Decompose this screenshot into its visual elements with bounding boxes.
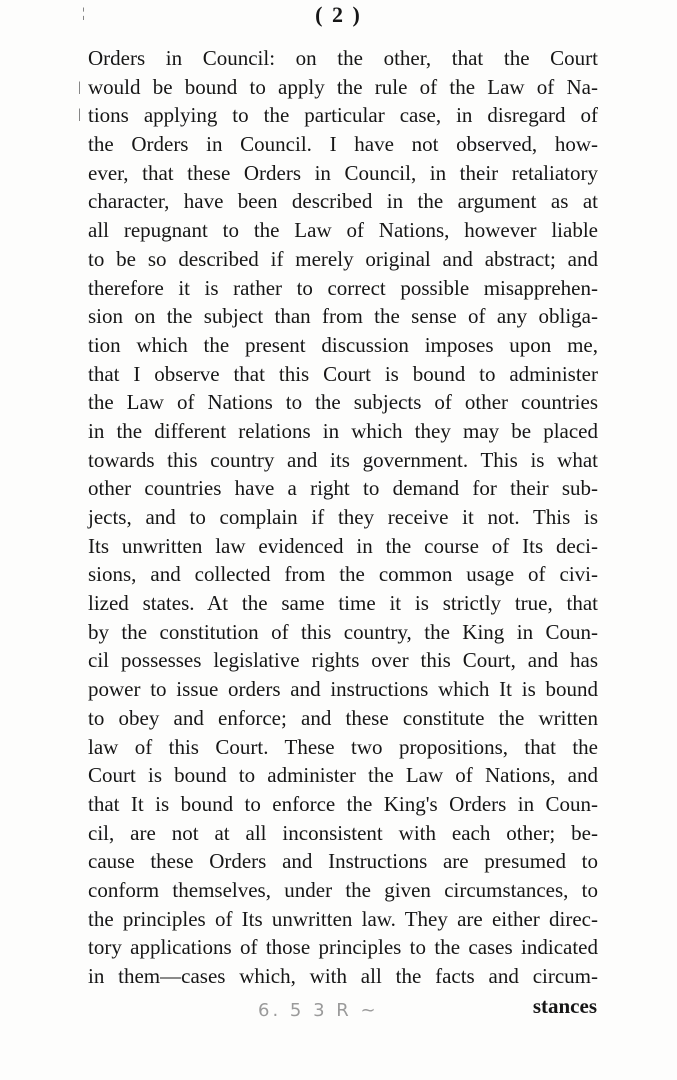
text-line: Orders in Council: on the other, that the Court <box>88 46 598 70</box>
text-line: to be so described if merely original and abstract; and <box>88 246 598 271</box>
text-line: to obey and enforce; and these constitute the written <box>88 705 598 730</box>
text-line: all repugnant to the Law of Nations, however liable <box>88 218 598 243</box>
text-line: cil, are not at all inconsistent with each other; be- <box>88 820 598 845</box>
text-line: cause these Orders and Instructions are presumed to <box>88 849 598 874</box>
text-line: in the different relations in which they may be placed <box>88 418 598 443</box>
text-line: other countries have a right to demand for their sub- <box>88 476 598 501</box>
text-line: the Orders in Council. I have not observed, how- <box>88 132 598 157</box>
text-line: conform themselves, under the given circumstances, to <box>88 877 598 902</box>
bleed-through-marks: 6. 5 3 R ~ <box>258 1000 379 1021</box>
text-line: jects, and to complain if they receive it not. This is <box>88 505 598 529</box>
text-line: the Law of Nations to the subjects of other countries <box>88 390 598 415</box>
text-line: sion on the subject than from the sense of any obliga- <box>88 304 598 329</box>
text-line: sions, and collected from the common usage of civi- <box>88 562 598 587</box>
text-line: lized states. At the same time it is strictly true, that <box>88 591 598 616</box>
text-line: law of this Court. These two propositions, that the <box>88 734 598 759</box>
catchword: stances <box>532 994 597 1018</box>
margin-mark: | <box>78 107 81 122</box>
page-number: ( 2 ) <box>315 2 362 27</box>
margin-mark: ¦ <box>82 6 85 21</box>
text-line: that I observe that this Court is bound to administer <box>88 361 598 386</box>
text-line: in them—cases which, with all the facts and circum- <box>88 964 598 988</box>
text-line: by the constitution of this country, the King in Coun- <box>88 619 598 644</box>
text-line: tion which the present discussion imposes upon me, <box>88 332 598 357</box>
margin-mark: | <box>78 80 81 95</box>
text-line: would be bound to apply the rule of the Law of Na- <box>88 74 598 99</box>
body-text <box>88 44 598 991</box>
text-line: character, have been described in the argument as at <box>88 189 598 214</box>
text-line: towards this country and its government. This is what <box>88 447 598 472</box>
text-line: ever, that these Orders in Council, in their retaliatory <box>88 160 598 185</box>
text-line: the principles of Its unwritten law. They are either direc- <box>88 906 598 931</box>
text-line: that It is bound to enforce the King's Orders in Coun- <box>88 791 598 816</box>
text-line: Its unwritten law evidenced in the course of Its deci- <box>88 533 598 558</box>
text-line: cil possesses legislative rights over this Court, and has <box>88 648 598 673</box>
text-line: power to issue orders and instructions which It is bound <box>88 677 598 702</box>
text-line: tory applications of those principles to the cases indicated <box>88 935 598 960</box>
text-line: tions applying to the particular case, in disregard of <box>88 103 598 128</box>
text-line: Court is bound to administer the Law of Nations, and <box>88 763 598 788</box>
text-line: therefore it is rather to correct possible misapprehen- <box>88 275 598 300</box>
